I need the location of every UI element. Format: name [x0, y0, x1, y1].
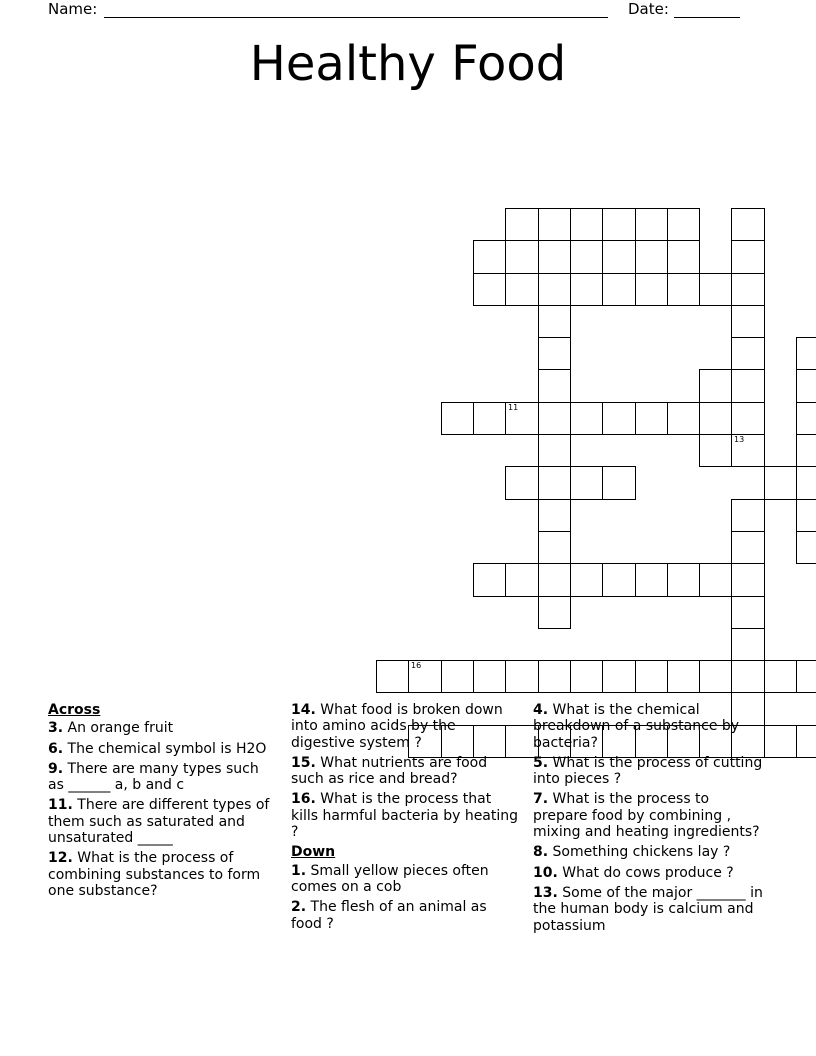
crossword-cell[interactable] — [505, 563, 539, 597]
crossword-cell[interactable] — [699, 369, 732, 403]
crossword-cell[interactable] — [731, 563, 765, 597]
clue-item — [291, 899, 519, 932]
crossword-cell[interactable] — [505, 466, 539, 500]
clue-text: The chemical symbol is H2O — [67, 740, 267, 757]
crossword-cell[interactable] — [796, 660, 816, 693]
crossword-cell[interactable] — [635, 273, 668, 306]
crossword-cell[interactable] — [505, 208, 539, 241]
crossword-cell[interactable] — [699, 273, 732, 306]
crossword-cell[interactable] — [731, 596, 765, 629]
crossword-cell[interactable] — [570, 208, 603, 241]
clue-number: 11 — [508, 403, 519, 412]
clue-number-label: 8. — [533, 844, 549, 861]
clue-text: There are different types of them such as saturated and unsaturated _____ — [48, 797, 270, 847]
crossword-cell[interactable] — [570, 240, 603, 274]
clue-item — [48, 761, 276, 794]
crossword-cell[interactable] — [764, 466, 797, 500]
clue-text: What is the process to prepare food by combining , mixing and heating ingredients? — [533, 791, 760, 841]
clue-text: Something chickens lay ? — [552, 844, 731, 861]
crossword-cell[interactable] — [505, 402, 539, 435]
clue-number-label: 16. — [291, 791, 316, 808]
crossword-cell[interactable] — [473, 563, 506, 597]
crossword-cell[interactable] — [376, 660, 409, 693]
crossword-cell[interactable] — [635, 208, 668, 241]
crossword-cell[interactable] — [731, 240, 765, 274]
crossword-cell[interactable] — [408, 660, 442, 693]
crossword-cell[interactable] — [538, 305, 571, 338]
clue-number-label: 7. — [533, 791, 549, 808]
crossword-cell[interactable] — [731, 660, 765, 693]
crossword-cell[interactable] — [538, 499, 571, 532]
crossword-cell[interactable] — [796, 466, 816, 500]
crossword-cell[interactable] — [441, 402, 474, 435]
clue-number-label: 10. — [533, 864, 558, 881]
crossword-cell[interactable] — [473, 402, 506, 435]
clue-item — [533, 865, 765, 881]
clue-text: There are many types such as ______ a, b and c — [48, 760, 259, 794]
clue-item — [291, 863, 519, 896]
crossword-cell[interactable] — [635, 660, 668, 693]
clue-number-label: 6. — [48, 740, 64, 757]
crossword-cell[interactable] — [635, 563, 668, 597]
clue-number-label: 1. — [291, 862, 307, 879]
clue-number-label: 9. — [48, 760, 64, 777]
crossword-cell[interactable] — [667, 402, 700, 435]
clue-section-heading: Down — [291, 844, 336, 861]
crossword-cell[interactable] — [796, 369, 816, 403]
crossword-cell[interactable] — [731, 531, 765, 564]
crossword-cell[interactable] — [699, 563, 732, 597]
crossword-cell[interactable] — [602, 240, 636, 274]
crossword-cell[interactable] — [731, 337, 765, 370]
page-title: Healthy Food — [249, 36, 567, 92]
crossword-cell[interactable] — [473, 273, 506, 306]
crossword-cell[interactable] — [699, 434, 732, 467]
crossword-cell[interactable] — [699, 402, 732, 435]
clue-text: An orange fruit — [67, 720, 174, 737]
clue-text: What is the process of combining substances to form one substance? — [48, 850, 261, 899]
crossword-cell[interactable] — [538, 434, 571, 467]
crossword-cell[interactable] — [570, 273, 603, 306]
clue-number-label: 11. — [48, 797, 73, 814]
crossword-cell[interactable] — [538, 466, 571, 500]
crossword-cell[interactable] — [505, 273, 539, 306]
clue-number-label: 13. — [533, 884, 558, 901]
clue-text: What do cows produce ? — [562, 864, 734, 881]
crossword-cell[interactable] — [731, 499, 765, 532]
crossword-cell[interactable] — [602, 660, 636, 693]
clue-item — [533, 791, 765, 840]
crossword-cell[interactable] — [731, 628, 765, 661]
clues-column-1 — [48, 702, 276, 903]
crossword-cell[interactable] — [538, 240, 571, 274]
crossword-cell[interactable] — [731, 305, 765, 338]
clue-number-label: 3. — [48, 720, 64, 737]
crossword-cell[interactable] — [602, 208, 636, 241]
clue-number: 16 — [411, 661, 422, 670]
crossword-cell[interactable] — [538, 369, 571, 403]
clue-item — [533, 755, 765, 788]
crossword-cell[interactable] — [731, 402, 765, 435]
crossword-cell[interactable] — [441, 660, 474, 693]
crossword-cell[interactable] — [602, 273, 636, 306]
crossword-cell[interactable] — [538, 337, 571, 370]
crossword-cell[interactable] — [764, 660, 797, 693]
date-label: Date: — [628, 0, 669, 18]
clue-text: What is the process that kills harmful bacteria by heating ? — [291, 791, 519, 841]
clue-item — [48, 797, 276, 846]
crossword-cell[interactable] — [538, 563, 571, 597]
crossword-cell[interactable] — [667, 563, 700, 597]
crossword-cell[interactable] — [570, 563, 603, 597]
name-label: Name: — [48, 0, 98, 18]
crossword-cell[interactable] — [731, 273, 765, 306]
clue-item — [533, 702, 765, 751]
crossword-cell[interactable] — [667, 660, 700, 693]
crossword-cell[interactable] — [796, 337, 816, 370]
crossword-cell[interactable] — [505, 240, 539, 274]
crossword-cell[interactable] — [538, 596, 571, 629]
clue-text: What is the chemical breakdown of a substance by bacteria? — [533, 702, 740, 751]
clue-item — [48, 741, 276, 757]
crossword-cell[interactable] — [667, 240, 700, 274]
crossword-cell[interactable] — [473, 660, 506, 693]
crossword-cell[interactable] — [731, 369, 765, 403]
crossword-cell[interactable] — [602, 402, 636, 435]
crossword-cell[interactable] — [538, 531, 571, 564]
crossword-cell[interactable] — [731, 208, 765, 241]
clue-item — [48, 850, 276, 899]
crossword-cell[interactable] — [635, 402, 668, 435]
clue-number-label: 2. — [291, 899, 307, 916]
clue-number-label: 4. — [533, 702, 549, 718]
clue-item — [291, 755, 519, 788]
crossword-cell[interactable] — [731, 434, 765, 467]
clue-number-label: 12. — [48, 850, 73, 867]
crossword-cell[interactable] — [505, 660, 539, 693]
crossword-cell[interactable] — [764, 725, 797, 758]
crossword-cell[interactable] — [570, 660, 603, 693]
crossword-cell[interactable] — [602, 466, 636, 500]
crossword-cell[interactable] — [538, 402, 571, 435]
crossword-cell[interactable] — [538, 660, 571, 693]
clue-text: What nutrients are food such as rice and bread? — [291, 754, 488, 788]
clue-item — [291, 702, 519, 751]
clue-item — [533, 885, 765, 934]
crossword-cell[interactable] — [538, 273, 571, 306]
crossword-cell[interactable] — [796, 499, 816, 532]
clue-number-label: 5. — [533, 754, 549, 771]
clue-text: What food is broken down into amino acids by the digestive system ? — [291, 702, 503, 751]
clue-number: 13 — [734, 435, 745, 444]
clues-column-2 — [291, 702, 519, 936]
crossword-cell[interactable] — [796, 725, 816, 758]
clue-section-heading: Across — [48, 702, 101, 718]
crossword-cell[interactable] — [602, 563, 636, 597]
clue-item — [48, 720, 276, 736]
crossword-cell[interactable] — [699, 660, 732, 693]
crossword-cell[interactable] — [570, 402, 603, 435]
crossword-cell[interactable] — [667, 208, 700, 241]
crossword-cell[interactable] — [538, 208, 571, 241]
crossword-cell[interactable] — [570, 466, 603, 500]
clue-text: The flesh of an animal as food ? — [291, 899, 487, 932]
clue-item — [533, 844, 765, 860]
crossword-cell[interactable] — [796, 531, 816, 564]
clue-item — [291, 791, 519, 840]
clue-number-label: 14. — [291, 702, 316, 718]
clues-column-3 — [533, 702, 765, 938]
clue-number-label: 15. — [291, 754, 316, 771]
clue-text: Some of the major _______ in the human body is calcium and potassium — [533, 884, 763, 934]
crossword-cell[interactable] — [796, 402, 816, 435]
crossword-cell[interactable] — [796, 434, 816, 467]
clue-text: Small yellow pieces often comes on a cob — [291, 862, 489, 895]
crossword-cell[interactable] — [473, 240, 506, 274]
crossword-cell[interactable] — [667, 273, 700, 306]
clue-text: What is the process of cutting into pieces ? — [533, 754, 763, 788]
